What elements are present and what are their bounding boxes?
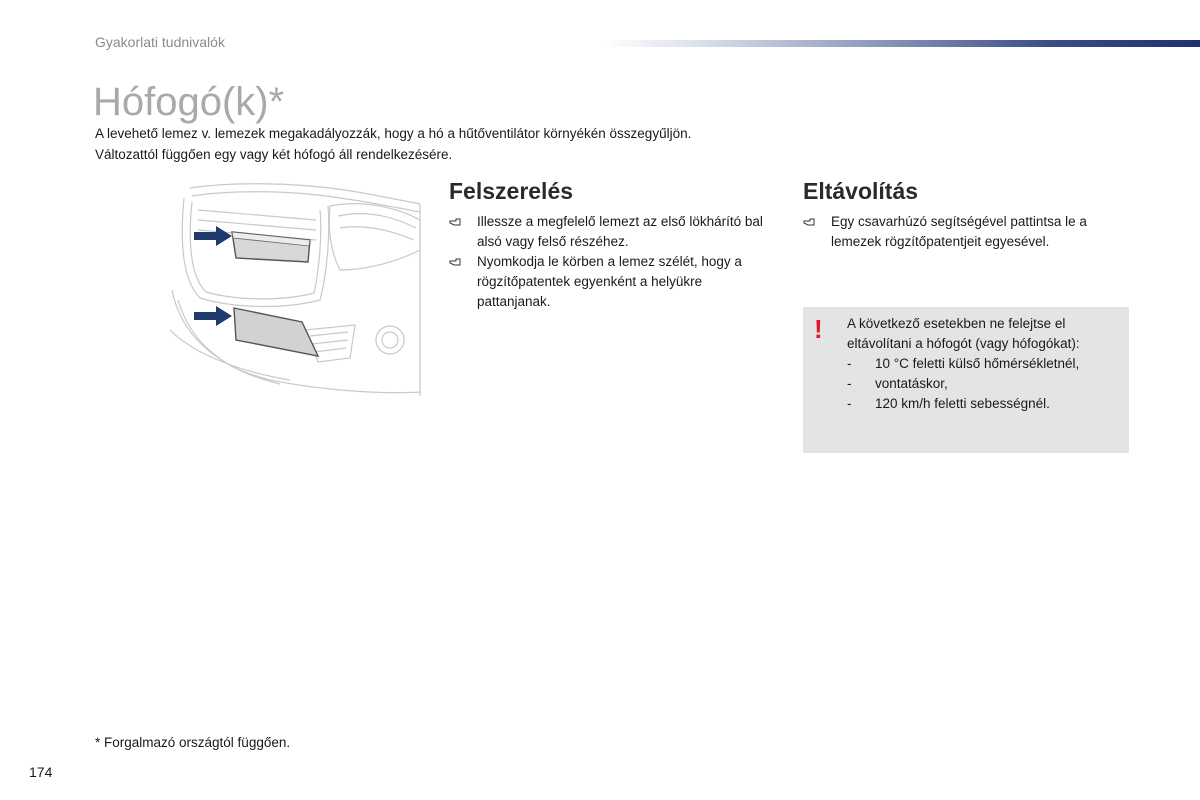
dash-marker: - [847,396,852,411]
footnote: * Forgalmazó országtól függően. [95,735,291,750]
dash-marker: - [847,356,852,371]
warning-item [847,374,1122,394]
section-header: Gyakorlati tudnivalók [95,34,225,50]
warning-intro: A következő esetekben ne felejtse el eltávolítani a hófogót (vagy hófogókat): [847,316,1080,351]
removal-heading: Eltávolítás [803,178,919,204]
installation-step [449,212,779,252]
page-title: Hófogó(k)* [93,80,285,124]
bumper-illustration [170,180,422,400]
installation-heading: Felszerelés [449,178,574,204]
warning-item-text: 120 km/h feletti sebességnél. [875,396,1050,411]
intro-line-1: A levehető lemez v. lemezek megakadályozzák, hogy a hó a hűtőventilátor környékén összegyűljön. [95,126,692,141]
installation-step-text: Nyomkodja le körben a lemez szélét, hogy a rögzítőpatentek egyenként a helyükre pattanjanak. [477,254,742,309]
pointing-hand-icon [803,216,815,228]
warning-item [847,394,1122,414]
warning-item [847,354,1122,374]
pointing-hand-icon [449,216,461,228]
warning-text [847,314,1122,414]
warning-item-text: 10 °C feletti külső hőmérsékletnél, [875,356,1080,371]
installation-step-text: Illessze a megfelelő lemezt az első lökhárító bal alsó vagy felső részéhez. [477,214,763,249]
page-number: 174 [29,764,53,780]
installation-step [449,252,779,312]
warning-item-text: vontatáskor, [875,376,948,391]
pointing-hand-icon [449,256,461,268]
intro-line-2: Változattól függően egy vagy két hófogó áll rendelkezésére. [95,147,453,162]
removal-step [803,212,1133,252]
installation-steps [449,212,779,312]
dash-marker: - [847,376,852,391]
removal-step-text: Egy csavarhúzó segítségével pattintsa le a lemezek rögzítőpatentjeit egyesével. [831,214,1087,249]
warning-icon: ! [814,314,823,344]
intro-text [95,123,815,165]
bumper-snow-guard-illustration [170,180,422,400]
removal-steps [803,212,1133,252]
header-bar [600,40,1200,47]
warning-list [847,354,1122,414]
